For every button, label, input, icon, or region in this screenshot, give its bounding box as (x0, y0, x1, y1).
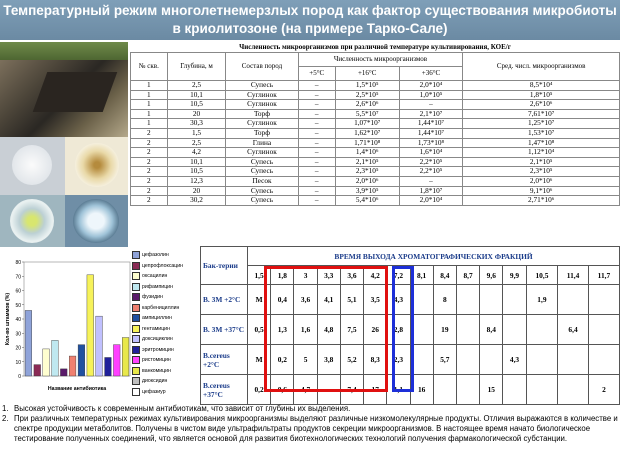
table-cell: 2 (131, 128, 168, 138)
table-cell: 7,4 (340, 375, 363, 405)
table-cell: 1,47*10⁸ (463, 138, 620, 148)
chart-bar (43, 349, 50, 376)
chart-bar (34, 365, 41, 376)
retention-time-header: 1,5 (248, 266, 271, 285)
table-cell (480, 345, 503, 375)
table-cell (480, 285, 503, 315)
table-cell (503, 375, 526, 405)
chart-legend (132, 250, 200, 398)
legend-entry (132, 324, 200, 335)
table-cell (526, 315, 558, 345)
table-cell: 12,3 (167, 176, 226, 186)
table-cell: 20 (167, 186, 226, 196)
chart-bar (96, 316, 103, 376)
table-cell: 1 (131, 109, 168, 119)
slide-title-bar (0, 0, 620, 40)
table-cell: Супесь (226, 196, 298, 206)
col-header-depth: Глубина, м (167, 53, 226, 81)
legend-entry (132, 303, 200, 314)
chart-bar (87, 275, 94, 376)
table-cell: 1,44*10⁷ (399, 128, 463, 138)
petri-dish-photo-4 (65, 195, 128, 247)
legend-label: цефазолин (142, 252, 169, 259)
table-cell (456, 345, 479, 375)
table-cell: 2 (131, 196, 168, 206)
table-cell: 2 (131, 157, 168, 167)
legend-label: доксициклин (142, 336, 173, 343)
table-cell: 1,1 (387, 375, 410, 405)
chart-bar (78, 345, 85, 376)
rock-shadow (33, 72, 118, 112)
table-cell: 17 (364, 375, 387, 405)
table-cell: 30,2 (167, 196, 226, 206)
table-cell: 2,0*10⁴ (399, 81, 463, 91)
table-cell: 4,1 (317, 285, 340, 315)
chromatography-header-row (201, 247, 620, 266)
retention-time-header: 11,4 (558, 266, 589, 285)
legend-entry (132, 387, 200, 398)
legend-label: цепрофлоксацин (142, 262, 184, 269)
x-axis-label: Название антибиотика (47, 386, 107, 392)
table-cell: 2,71*10⁶ (463, 196, 620, 206)
retention-time-header: 7,2 (387, 266, 410, 285)
table-cell: 10,1 (167, 90, 226, 100)
table-cell: 5,4*10⁶ (335, 196, 399, 206)
retention-time-header: 4,2 (364, 266, 387, 285)
legend-label: фузидин (142, 294, 163, 301)
legend-swatch (132, 293, 140, 301)
table-cell (588, 315, 619, 345)
table-cell: 1,71*10⁸ (335, 138, 399, 148)
table-cell: 9,1*10⁶ (463, 186, 620, 196)
table-cell: Суглинок (226, 119, 298, 129)
table-cell: 0,5 (248, 315, 271, 345)
legend-entry (132, 345, 200, 356)
table-cell: 1,5*10⁵ (335, 81, 399, 91)
retention-time-header: 9,6 (480, 266, 503, 285)
col-header-t36: +36°С (399, 67, 463, 81)
legend-label: гентамицин (142, 325, 170, 332)
table-cell: 1,6*10⁴ (399, 148, 463, 158)
table-cell: 6,4 (558, 315, 589, 345)
table-cell: 2,1*10⁷ (399, 109, 463, 119)
chart-bar (25, 310, 32, 376)
table-cell: 1,9 (526, 285, 558, 315)
table-cell: 5,5*10⁷ (335, 109, 399, 119)
retention-time-header: 8,4 (433, 266, 456, 285)
table-cell: – (298, 138, 335, 148)
legend-swatch (132, 346, 140, 354)
table-cell (456, 285, 479, 315)
table-cell: 30,3 (167, 119, 226, 129)
table-cell: 3,9*10⁵ (335, 186, 399, 196)
table-cell: 19 (433, 315, 456, 345)
table-cell: 3,6 (294, 285, 317, 315)
colony-disc (10, 199, 54, 243)
table-cell: 2,3*10⁵ (463, 167, 620, 177)
table-cell: 5,2 (340, 345, 363, 375)
bacteria-label: B. 3M +37°C (201, 315, 248, 345)
table-cell: 1,53*10⁷ (463, 128, 620, 138)
table-cell: 1,07*10⁷ (335, 119, 399, 129)
table-cell (503, 315, 526, 345)
table-cell: 2 (131, 167, 168, 177)
table-cell: 1,12*10⁴ (463, 148, 620, 158)
microorganism-count-table-block (130, 42, 620, 206)
legend-entry (132, 334, 200, 345)
table-cell: 1 (131, 119, 168, 129)
table-cell: 20 (167, 109, 226, 119)
table-cell: 2,5*10⁵ (335, 90, 399, 100)
legend-label: карбенициллин (142, 304, 180, 311)
table-cell (558, 375, 589, 405)
conclusion-item (2, 414, 618, 444)
legend-swatch (132, 325, 140, 333)
table-row (131, 167, 620, 177)
table-cell: 7,61*10⁷ (463, 109, 620, 119)
table-cell: 2 (131, 138, 168, 148)
retention-time-header: 3,3 (317, 266, 340, 285)
legend-entry (132, 292, 200, 303)
table-cell: 15 (480, 375, 503, 405)
microorganism-count-table (130, 52, 620, 206)
table-cell: – (399, 100, 463, 110)
table-cell: 8,5*10⁴ (463, 81, 620, 91)
table-cell: – (298, 119, 335, 129)
legend-entry (132, 313, 200, 324)
y-axis-label: Кол-во штаммов (%) (5, 292, 11, 346)
legend-label: ванкомицин (142, 367, 171, 374)
table-cell (526, 375, 558, 405)
table-cell: 1 (131, 90, 168, 100)
table-cell: Торф (226, 109, 298, 119)
table-cell: – (298, 186, 335, 196)
retention-time-header: 3 (294, 266, 317, 285)
legend-swatch (132, 314, 140, 322)
table-cell: 0,6 (271, 375, 294, 405)
table-cell: 2,3*10⁵ (335, 167, 399, 177)
y-tick-label: 50 (15, 302, 21, 309)
table-cell: 0,2 (248, 375, 271, 405)
bacteria-label: B.cereus +2°C (201, 345, 248, 375)
table-cell: 4,3 (503, 345, 526, 375)
legend-label: диоксидин (142, 378, 168, 385)
retention-time-header: 9,9 (503, 266, 526, 285)
table-cell: 1 (131, 81, 168, 91)
table-row (131, 176, 620, 186)
highlight-red-frame (264, 266, 388, 392)
table-cell: 2 (588, 375, 619, 405)
permafrost-outcrop-photo (0, 42, 128, 137)
table-cell: 2,1*10⁵ (335, 157, 399, 167)
table-cell: 2,0*10⁶ (463, 176, 620, 186)
table-cell (526, 345, 558, 375)
y-tick-label: 70 (15, 274, 21, 281)
legend-swatch (132, 388, 140, 396)
legend-entry (132, 366, 200, 377)
table-cell: Песок (226, 176, 298, 186)
retention-time-header: 8,1 (410, 266, 433, 285)
colony-disc (12, 145, 52, 185)
col-header-well: № скв. (131, 53, 168, 81)
table-cell: – (399, 176, 463, 186)
legend-swatch (132, 335, 140, 343)
table-cell: 1,25*10⁷ (463, 119, 620, 129)
table-cell: M (248, 345, 271, 375)
top-table-title: Численность микроорганизмов при различной температуре культивирования, КОЕ/г (239, 43, 511, 51)
table-cell: – (317, 375, 340, 405)
table-cell: 4,3 (387, 285, 410, 315)
table-cell: 1,4*10⁶ (335, 148, 399, 158)
legend-swatch (132, 367, 140, 375)
conclusions-list (2, 404, 618, 444)
table-cell (588, 345, 619, 375)
table-cell: – (298, 167, 335, 177)
table-cell: – (298, 100, 335, 110)
y-tick-label: 60 (15, 288, 21, 295)
petri-dish-photo-2 (65, 137, 128, 195)
col-header-avg: Сред. числ. микроорганизмов (463, 53, 620, 81)
table-cell: Супесь (226, 167, 298, 177)
table-cell: Супесь (226, 81, 298, 91)
table-cell: 5 (294, 345, 317, 375)
table-cell: 2 (131, 148, 168, 158)
table-cell: 2,6*10⁶ (335, 100, 399, 110)
legend-entry (132, 261, 200, 272)
table-row (131, 196, 620, 206)
legend-entry (132, 250, 200, 261)
table-cell: Супесь (226, 186, 298, 196)
table-cell: – (298, 109, 335, 119)
table-cell: 1 (131, 100, 168, 110)
legend-swatch (132, 251, 140, 259)
chart-bar (113, 345, 120, 376)
table-cell: 2,8 (387, 315, 410, 345)
table-cell: 4,2 (167, 148, 226, 158)
table-row (131, 81, 620, 91)
table-cell (433, 375, 456, 405)
table-cell: – (298, 81, 335, 91)
table-cell: 10,5 (167, 167, 226, 177)
colony-disc (75, 143, 119, 187)
table-cell: 2,1*10⁵ (463, 157, 620, 167)
y-tick-label: 10 (15, 359, 21, 366)
table-cell (456, 315, 479, 345)
table-cell (558, 345, 589, 375)
table-cell: 4,8 (317, 315, 340, 345)
y-tick-label: 40 (15, 317, 21, 323)
legend-entry (132, 282, 200, 293)
table-cell: – (298, 90, 335, 100)
retention-time-header: 10,5 (526, 266, 558, 285)
legend-label: ристомицин (142, 357, 171, 364)
table-cell: 8,3 (364, 345, 387, 375)
legend-swatch (132, 272, 140, 280)
conclusion-number: 1. (2, 404, 9, 413)
conclusion-text: При различных температурных режимах культивирования микроорганизмы выделяют различные низкомолекулярные продукты. Отличия выражаются в количестве и спектре продукции метаболитов. Получены в чистом виде ультрафильтраты продуктов секреции микроорганизмов. В настоящее время начато биологическое тестирование полученных соединений, что является основой для развития биотехнологических технологий получения фармакологической субстанции. (14, 414, 618, 443)
conclusion-text: Высокая устойчивость к современным антибиотикам, что зависит от глубины их выделения. (14, 404, 351, 413)
table-cell: – (298, 196, 335, 206)
legend-swatch (132, 304, 140, 312)
table-cell: 1,8*10⁷ (399, 186, 463, 196)
y-tick-label: 0 (18, 374, 21, 380)
table-cell (588, 285, 619, 315)
table-cell: 2,5 (167, 138, 226, 148)
table-cell: 26 (364, 315, 387, 345)
col-header-count: Численность микроорганизмов (298, 53, 463, 67)
slide-title: Температурный режим многолетнемерзлых пород как фактор существования микробиоты в криолитозоне (на примере Тарко-Сале) (3, 3, 617, 36)
chromatography-title: ВРЕМЯ ВЫХОДА ХРОМАТОГРАФИЧЕСКИХ ФРАКЦИЙ (248, 247, 620, 266)
table-cell: 0,4 (271, 285, 294, 315)
legend-label: эритромицин (142, 346, 174, 353)
table-cell: – (298, 128, 335, 138)
y-tick-label: 30 (15, 331, 21, 338)
table-cell (503, 285, 526, 315)
legend-swatch (132, 356, 140, 364)
petri-dish-photo-3 (0, 195, 65, 247)
table-cell: Суглинок (226, 90, 298, 100)
table-cell: 1,73*10⁸ (399, 138, 463, 148)
table-cell: 0,2 (271, 345, 294, 375)
col-header-rock: Состав пород (226, 53, 298, 81)
conclusion-item (2, 404, 618, 414)
table-cell: Суглинок (226, 100, 298, 110)
retention-time-header: 11,7 (588, 266, 619, 285)
table-cell: – (298, 148, 335, 158)
colony-disc (73, 199, 119, 243)
table-cell: Глина (226, 138, 298, 148)
table-cell: 2,0*10⁶ (335, 176, 399, 186)
table-cell (558, 285, 589, 315)
table-cell: 2,2*10⁵ (399, 157, 463, 167)
table-row (131, 148, 620, 158)
table-cell: 1,5 (167, 128, 226, 138)
retention-time-header: 8,7 (456, 266, 479, 285)
table-cell: – (298, 157, 335, 167)
highlight-blue-frame (392, 266, 414, 392)
legend-label: оксацилин (142, 273, 168, 280)
table-cell: 10,1 (167, 157, 226, 167)
chart-bar (105, 357, 112, 376)
table-cell: Супесь (226, 157, 298, 167)
chart-bar (60, 369, 67, 376)
grass-layer (0, 42, 128, 60)
col-header-t5: +5°С (298, 67, 335, 81)
table-cell: 2,5 (167, 81, 226, 91)
table-cell: 5,1 (340, 285, 363, 315)
legend-label: ампициллин (142, 315, 172, 322)
legend-swatch (132, 262, 140, 270)
conclusion-number: 2. (2, 414, 9, 423)
table-cell: 1,62*10⁷ (335, 128, 399, 138)
table-cell: 3,5 (364, 285, 387, 315)
table-cell: 4,7 (294, 375, 317, 405)
table-cell: Торф (226, 128, 298, 138)
table-cell: 10,5 (167, 100, 226, 110)
table-cell: 2,2*10⁵ (399, 167, 463, 177)
retention-time-header: 1,8 (271, 266, 294, 285)
table-cell: 3,8 (317, 345, 340, 375)
bacteria-label: B. 3M +2°C (201, 285, 248, 315)
table-cell: 7,5 (340, 315, 363, 345)
col-header-t16: +16°С (335, 67, 399, 81)
bacteria-header: Бак-терии (201, 247, 248, 285)
table-cell: 1,3 (271, 315, 294, 345)
chart-bar (69, 356, 76, 376)
table-cell: 16 (410, 375, 433, 405)
table-cell (456, 375, 479, 405)
table-cell: 1,0*10⁵ (399, 90, 463, 100)
table-cell: 5,7 (433, 345, 456, 375)
retention-time-header: 3,6 (340, 266, 363, 285)
legend-swatch (132, 377, 140, 385)
table-cell: 1,44*10⁷ (399, 119, 463, 129)
table-cell: 1,8*10⁵ (463, 90, 620, 100)
table-cell: 2,3 (387, 345, 410, 375)
table-cell: 2 (131, 186, 168, 196)
top-table-body (131, 81, 620, 206)
table-row (131, 128, 620, 138)
y-tick-label: 80 (15, 260, 21, 266)
legend-entry (132, 271, 200, 282)
table-cell: 8 (433, 285, 456, 315)
table-cell: 2,6*10⁶ (463, 100, 620, 110)
table-cell: 1,6 (294, 315, 317, 345)
table-cell: 2 (131, 176, 168, 186)
table-cell: M (248, 285, 271, 315)
legend-swatch (132, 283, 140, 291)
table-cell: – (298, 176, 335, 186)
y-tick-label: 20 (15, 345, 21, 352)
legend-entry (132, 355, 200, 366)
table-cell: 2,0*10⁴ (399, 196, 463, 206)
bacteria-label: B.cereus +37°C (201, 375, 248, 405)
table-row (131, 100, 620, 110)
chart-bar (52, 340, 59, 376)
legend-entry (132, 376, 200, 387)
legend-label: рифампицин (142, 283, 173, 290)
petri-dish-photo-1 (0, 137, 65, 195)
table-cell: Суглинок (226, 148, 298, 158)
legend-label: цефазиур (142, 388, 166, 395)
table-cell: 8,4 (480, 315, 503, 345)
chart-bar (122, 338, 129, 376)
